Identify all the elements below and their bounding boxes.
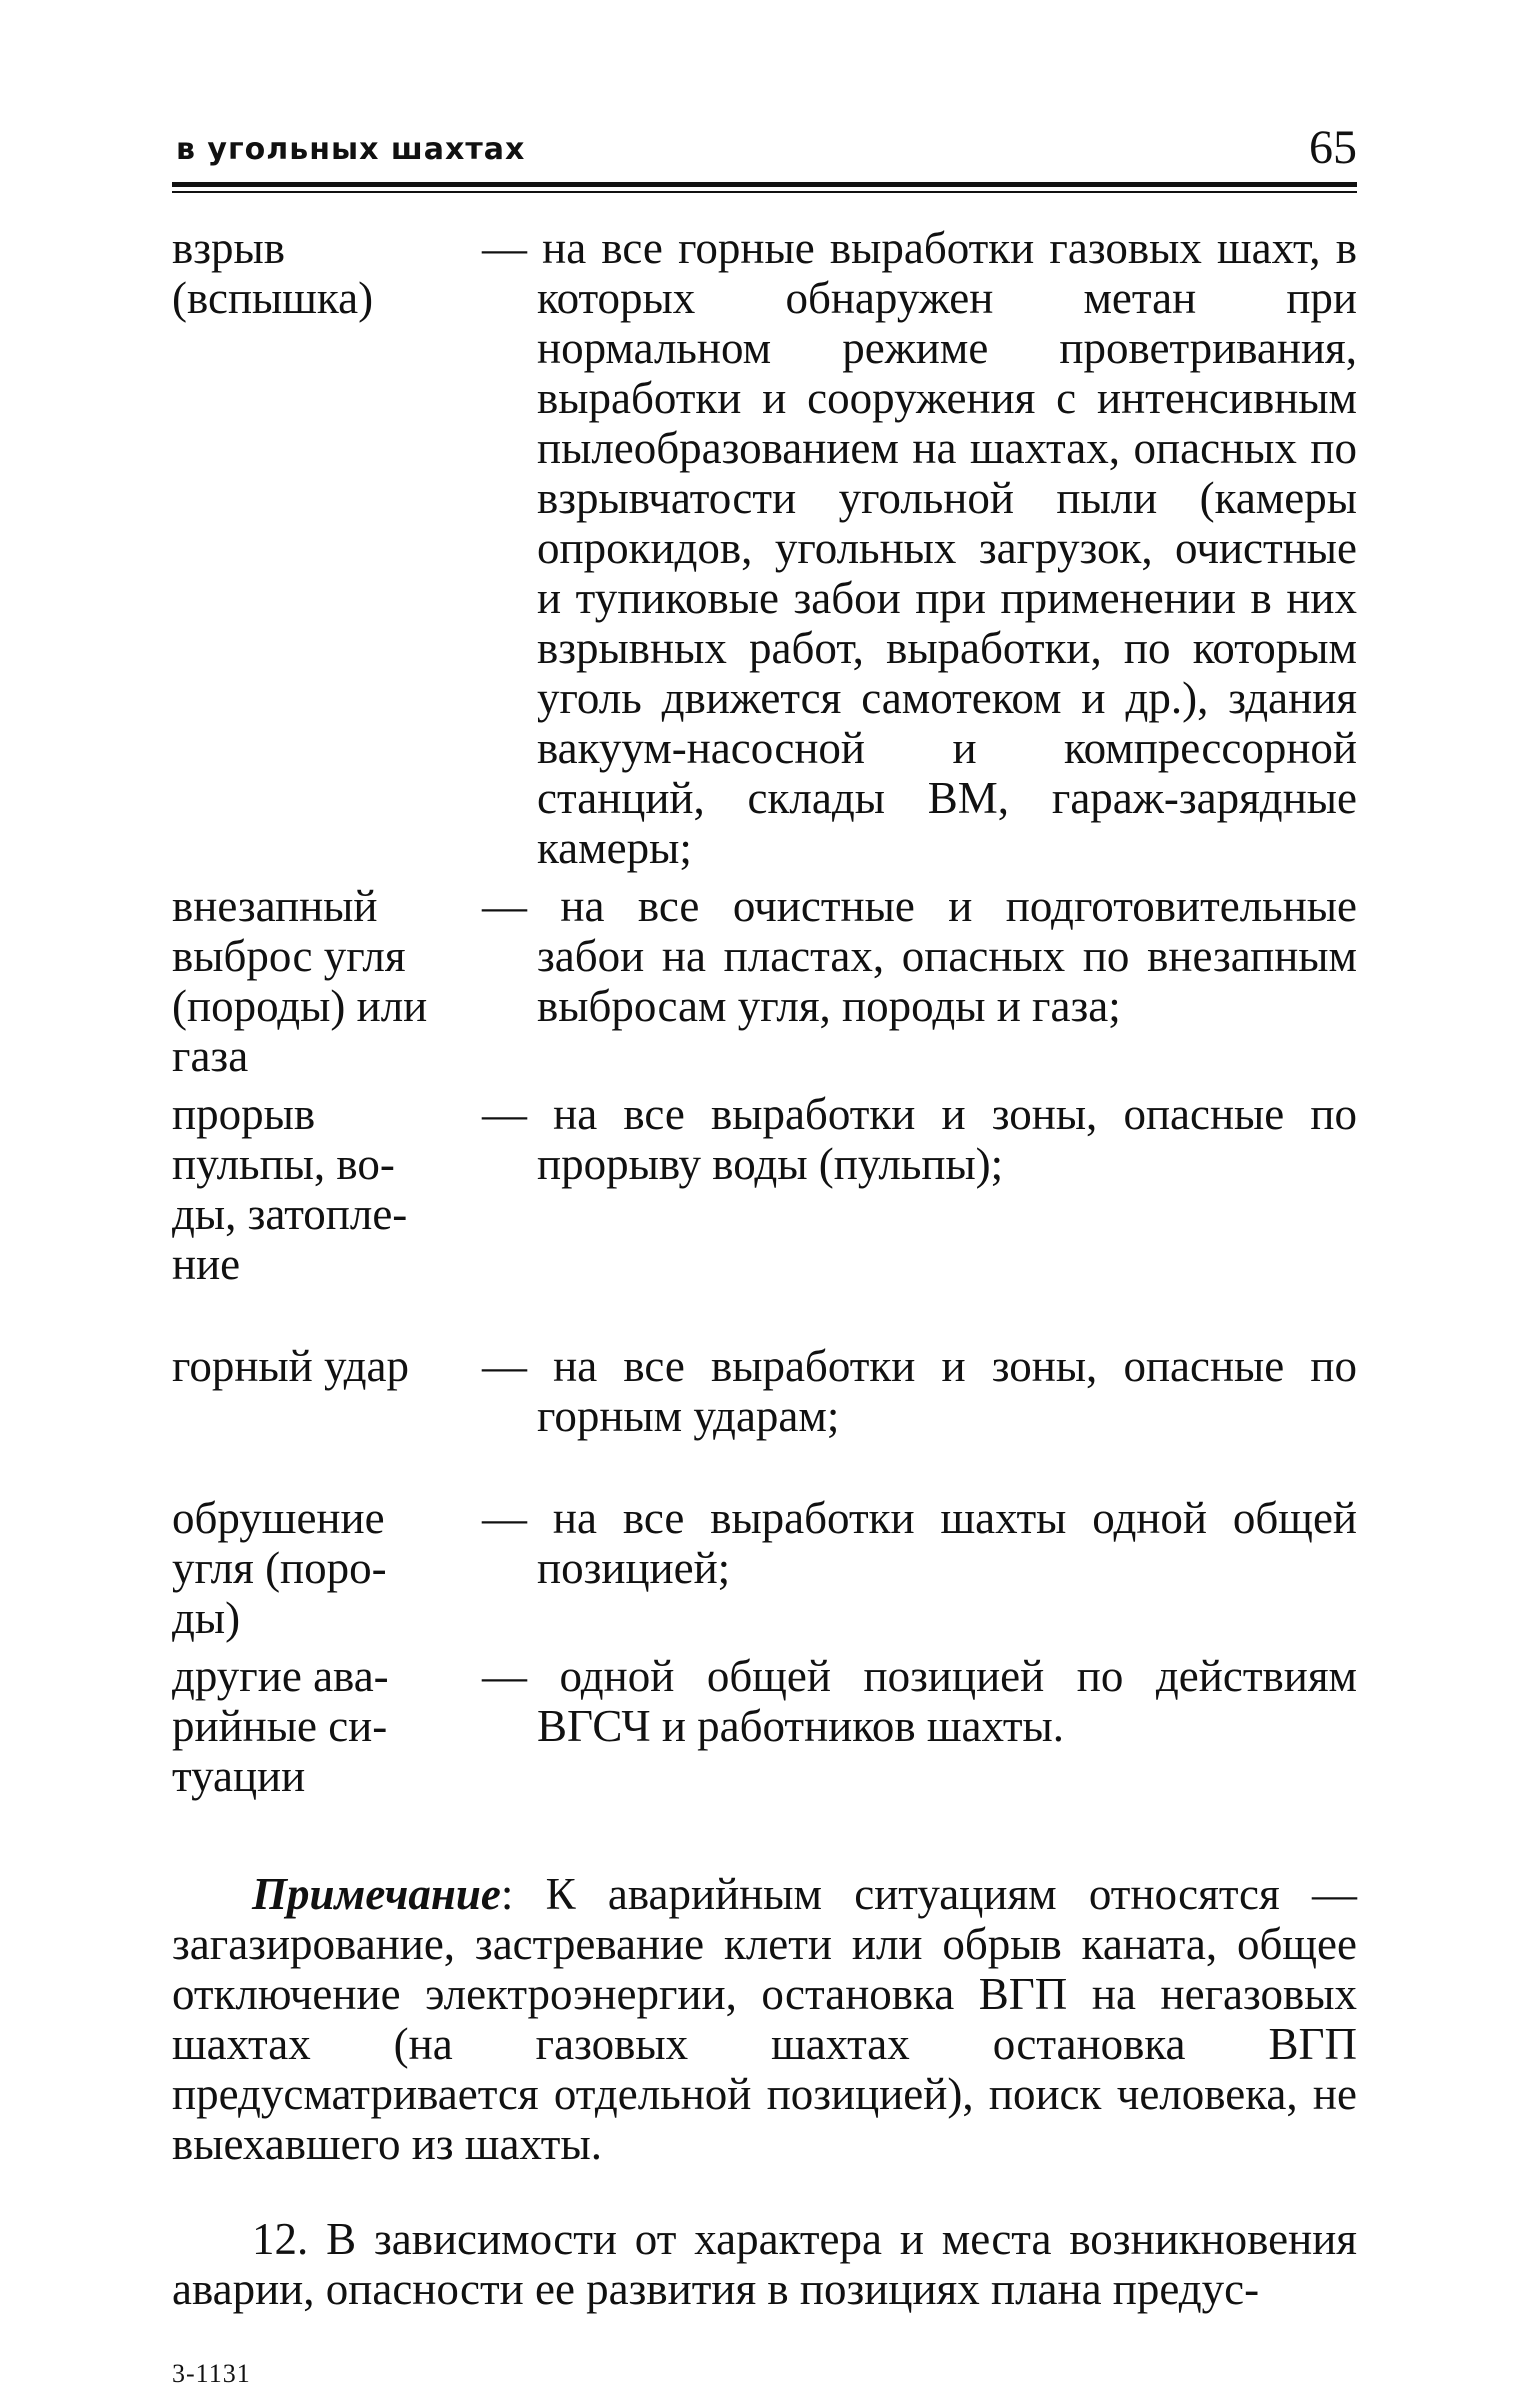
page-header (172, 120, 1357, 187)
term-line: (породы) или (172, 981, 428, 1031)
entry-other-emergencies (172, 1651, 1357, 1801)
term-line: туации (172, 1751, 306, 1801)
term-line: прорыв (172, 1089, 316, 1139)
entry-definition: — на все выработки и зоны, опасные по прорыву воды (пульпы); (482, 1089, 1357, 1189)
header-rule (172, 191, 1357, 193)
term-line: выброс угля (172, 931, 406, 981)
entry-term (172, 1651, 482, 1801)
entry-term (172, 1493, 482, 1643)
entry-flooding (172, 1089, 1357, 1289)
entry-rock-burst (172, 1341, 1357, 1441)
page-number: 65 (1309, 121, 1357, 174)
term-line: другие ава- (172, 1651, 389, 1701)
entry-definition: — на все горные выработки газовых шахт, в которых обнаружен метан при нормальном режиме проветривания, выработки и сооружения с интенсивным пылеобразованием на шахтах, опасных по взрывчатости угольной пыли (камеры опрокидов, угольных загрузок, очистные и тупиковые забои при применении в них взрывных работ, выработки, по которым уголь движется самотеком и др.), здания вакуум-насосной и компрессорной станций, склады ВМ, гараж-зарядные камеры; (482, 223, 1357, 873)
entry-definition: — на все очистные и подготовительные забои на пластах, опасных по внезапным выбросам угля, породы и газа; (482, 881, 1357, 1031)
term-line: взрыв (172, 223, 286, 273)
entry-explosion (172, 223, 1357, 873)
entry-term (172, 223, 482, 873)
entry-term (172, 881, 482, 1081)
note-paragraph (172, 1869, 1357, 2169)
term-line: горный удар (172, 1341, 410, 1391)
entry-definition: — на все выработки шахты одной общей позицией; (482, 1493, 1357, 1593)
note-text: : К аварийным ситуациям относятся — загазирование, застревание клети или обрыв каната, общее отключение электроэнергии, остановка ВГП на негазовых шахтах (на газовых шахтах остановка ВГП предусматривается отдельной позицией), поиск человека, не выехавшего из шахты. (172, 1869, 1357, 2169)
term-line: (вспышка) (172, 273, 374, 323)
entry-term (172, 1089, 482, 1289)
term-line: ды) (172, 1593, 241, 1643)
term-line: обрушение (172, 1493, 385, 1543)
entry-definition: — на все выработки и зоны, опасные по горным ударам; (482, 1341, 1357, 1441)
term-line: ды, затопле- (172, 1189, 408, 1239)
running-head: в угольных шахтах (176, 132, 526, 167)
book-page (172, 120, 1357, 2389)
term-line: рийные си- (172, 1701, 388, 1751)
term-line: газа (172, 1031, 249, 1081)
term-line: пульпы, во- (172, 1139, 395, 1189)
signature-mark: 3-1131 (172, 2359, 251, 2388)
paragraph-12: 12. В зависимости от характера и места возникновения аварии, опасности ее развития в позициях плана предус- (172, 2214, 1357, 2314)
accident-type-list (172, 223, 1357, 1801)
note-label: Примечание (252, 1869, 501, 1919)
entry-outburst (172, 881, 1357, 1081)
entry-definition: — одной общей позицией по действиям ВГСЧ и работников шахты. (482, 1651, 1357, 1751)
entry-term (172, 1341, 482, 1441)
term-line: внезапный (172, 881, 378, 931)
term-line: ние (172, 1239, 241, 1289)
term-line: угля (поро- (172, 1543, 387, 1593)
entry-collapse (172, 1493, 1357, 1643)
